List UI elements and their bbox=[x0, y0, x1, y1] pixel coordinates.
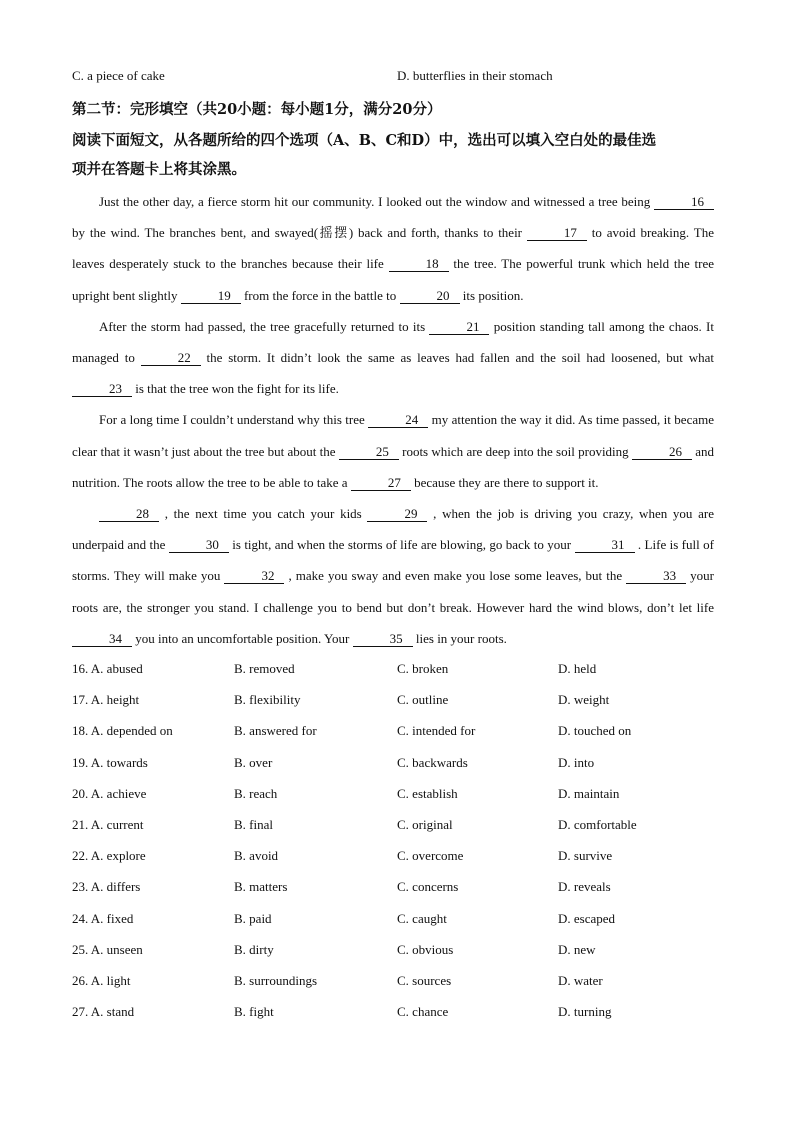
blank-19: 19 bbox=[181, 288, 241, 304]
option-c: C. sources bbox=[397, 973, 452, 988]
option-c: C. original bbox=[397, 817, 453, 832]
option-a: 22. A. explore bbox=[72, 848, 146, 863]
question-row bbox=[72, 1004, 722, 1024]
option-d: D. touched on bbox=[558, 723, 632, 738]
option-a: 23. A. differs bbox=[72, 879, 141, 894]
blank-28: 28 bbox=[99, 506, 159, 522]
cloze-passage bbox=[72, 186, 714, 654]
question-row bbox=[72, 848, 722, 868]
blank-22: 22 bbox=[141, 350, 201, 366]
option-a: 27. A. stand bbox=[72, 1004, 135, 1019]
option-a: 18. A. depended on bbox=[72, 723, 173, 738]
blank-26: 26 bbox=[632, 444, 692, 460]
blank-25: 25 bbox=[339, 444, 399, 460]
passage-paragraph-2: After the storm had passed, the tree gracefully returned to its 21 position standing tall among the chaos. It managed to 22 the storm. It didn’t look the same as leaves had fallen and the soil had loosened, but what 23 is that the tree won the fight for its life. bbox=[72, 318, 715, 397]
option-c: C. outline bbox=[397, 692, 449, 707]
option-c: C. overcome bbox=[397, 848, 464, 863]
option-d: D. new bbox=[558, 942, 596, 957]
question-row bbox=[72, 817, 722, 837]
question-row bbox=[72, 879, 722, 899]
option-b: B. dirty bbox=[234, 942, 274, 957]
option-b: B. paid bbox=[234, 911, 272, 926]
option-b: B. avoid bbox=[234, 848, 279, 863]
option-c: C. obvious bbox=[397, 942, 454, 957]
option-a: 20. A. achieve bbox=[72, 786, 147, 801]
blank-23: 23 bbox=[72, 381, 132, 397]
option-c: C. intended for bbox=[397, 723, 476, 738]
option-d: D. escaped bbox=[558, 911, 616, 926]
blank-16: 16 bbox=[654, 194, 714, 210]
option-b: B. over bbox=[234, 755, 273, 770]
option-a: 24. A. fixed bbox=[72, 911, 134, 926]
question-row bbox=[72, 661, 722, 681]
option-d: D. water bbox=[558, 973, 603, 988]
option-a: 19. A. towards bbox=[72, 755, 148, 770]
option-b: B. removed bbox=[234, 661, 295, 676]
option-c: C. chance bbox=[397, 1004, 449, 1019]
blank-34: 34 bbox=[72, 631, 132, 647]
section-instruction-line1: 阅读下面短文，从各题所给的四个选项（A、B、C和D）中，选出可以填入空白处的最佳选 bbox=[72, 132, 657, 149]
option-b: B. matters bbox=[234, 879, 288, 894]
option-d: D. weight bbox=[558, 692, 610, 707]
option-a: 17. A. height bbox=[72, 692, 140, 707]
option-d: D. turning bbox=[558, 1004, 612, 1019]
blank-29: 29 bbox=[367, 506, 427, 522]
question-row bbox=[72, 755, 722, 775]
option-d: D. maintain bbox=[558, 786, 620, 801]
option-c: C. broken bbox=[397, 661, 449, 676]
blank-21: 21 bbox=[429, 319, 489, 335]
blank-33: 33 bbox=[626, 568, 686, 584]
blank-17: 17 bbox=[527, 225, 587, 241]
blank-24: 24 bbox=[368, 412, 428, 428]
question-row bbox=[72, 973, 722, 993]
blank-27: 27 bbox=[351, 475, 411, 491]
option-b: B. surroundings bbox=[234, 973, 318, 988]
option-a: 26. A. light bbox=[72, 973, 131, 988]
blank-31: 31 bbox=[575, 537, 635, 553]
blank-18: 18 bbox=[389, 256, 449, 272]
option-b: B. reach bbox=[234, 786, 278, 801]
option-d: D. held bbox=[558, 661, 597, 676]
option-d: D. comfortable bbox=[558, 817, 637, 832]
option-d: D. reveals bbox=[558, 879, 611, 894]
question-row bbox=[72, 723, 722, 743]
question-row bbox=[72, 911, 722, 931]
option-c: C. establish bbox=[397, 786, 458, 801]
passage-paragraph-3: For a long time I couldn’t understand why this tree 24 my attention the way it did. As time passed, it became clear that it wasn’t just about the tree but about the 25 roots which are deep into the soil providing 26 and nutrition. The roots allow the tree to be able to take a 27 because they are there to support it. bbox=[72, 412, 714, 490]
section-title: 第二节：完形填空（共20小题：每小题1分，满分20分） bbox=[72, 101, 442, 118]
question-row bbox=[72, 942, 722, 962]
option-b: B. final bbox=[234, 817, 273, 832]
passage-paragraph-1: Just the other day, a fierce storm hit our community. I looked out the window and witnessed a tree being 16 by the wind. The branches bent, and swayed(摇摆) back and forth, thanks to their 17 to avoid breaking. The leaves desperately stuck to the branches because their life 18 the tree. The powerful trunk which held the tree upright bent slightly 19 from the force in the battle to 20 its position. bbox=[72, 194, 715, 303]
blank-32: 32 bbox=[224, 568, 284, 584]
option-b: B. answered for bbox=[234, 723, 317, 738]
previous-option-d: D. butterflies in their stomach bbox=[397, 68, 553, 83]
blank-20: 20 bbox=[400, 288, 460, 304]
option-d: D. into bbox=[558, 755, 595, 770]
option-a: 16. A. abused bbox=[72, 661, 143, 676]
option-a: 21. A. current bbox=[72, 817, 144, 832]
option-d: D. survive bbox=[558, 848, 613, 863]
option-b: B. flexibility bbox=[234, 692, 301, 707]
option-c: C. concerns bbox=[397, 879, 459, 894]
option-b: B. fight bbox=[234, 1004, 274, 1019]
blank-30: 30 bbox=[169, 537, 229, 553]
blank-35: 35 bbox=[353, 631, 413, 647]
option-c: C. caught bbox=[397, 911, 447, 926]
previous-option-c: C. a piece of cake bbox=[72, 68, 165, 83]
option-a: 25. A. unseen bbox=[72, 942, 143, 957]
section-instruction-line2: 项并在答题卡上将其涂黑。 bbox=[72, 161, 246, 178]
passage-paragraph-4: 28 , the next time you catch your kids 29 , when the job is driving you crazy, when you are underpaid and the 30 is tight, and when the storms of life are blowing, go back to your 31 . Life is full of storms. They will make you 32 , make you sway and even make you lose some leaves, but the 33 your roots are, the stronger you stand. I challenge you to bend but don’t break. However hard the wind blows, don’t let life 34 you into an uncomfortable position. Your 35 lies in your roots. bbox=[72, 506, 715, 646]
option-c: C. backwards bbox=[397, 755, 468, 770]
question-row bbox=[72, 786, 722, 806]
question-row bbox=[72, 692, 722, 712]
